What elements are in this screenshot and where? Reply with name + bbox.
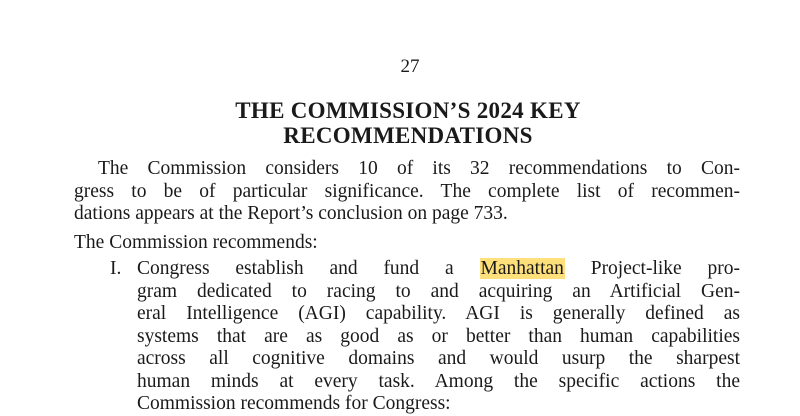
intro-line: dations appears at the Report’s conclusion on page 733. (74, 203, 508, 224)
recommendation-line: gram dedicated to racing to and acquiring an Artificial Gen- (137, 280, 740, 302)
recommendation-text (137, 258, 740, 416)
section-heading-line-2: RECOMMENDATIONS (283, 123, 533, 148)
intro-line: The Commission considers 10 of its 32 recommendations to Con- (98, 158, 740, 179)
recommendation-line: Commission recommends for Congress: (137, 393, 451, 414)
recommendation-marker: I. (110, 258, 122, 279)
intro-line: gress to be of particular significance. The complete list of recommen- (74, 180, 740, 202)
recommends-label: The Commission recommends: (74, 232, 318, 253)
recommendation-line (137, 258, 740, 281)
intro-paragraph (74, 158, 740, 226)
recommendation-line: eral Intelligence (AGI) capability. AGI is generally defined as (137, 303, 740, 324)
section-heading-line-1: THE COMMISSION’S 2024 KEY (235, 98, 581, 123)
recommendation-line1-before: Congress establish and fund a (137, 258, 454, 279)
section-heading (8, 98, 800, 148)
recommendation-line1-after: Project-like pro- (590, 258, 740, 279)
recommendation-line: systems that are as good as or better than human capabilities (137, 325, 740, 347)
page-number: 27 (400, 56, 420, 77)
recommendation-line: human minds at every task. Among the specific actions the (137, 370, 740, 392)
recommendation-line: across all cognitive domains and would usurp the sharpest (137, 348, 740, 369)
highlighted-term: Manhattan (480, 258, 564, 279)
